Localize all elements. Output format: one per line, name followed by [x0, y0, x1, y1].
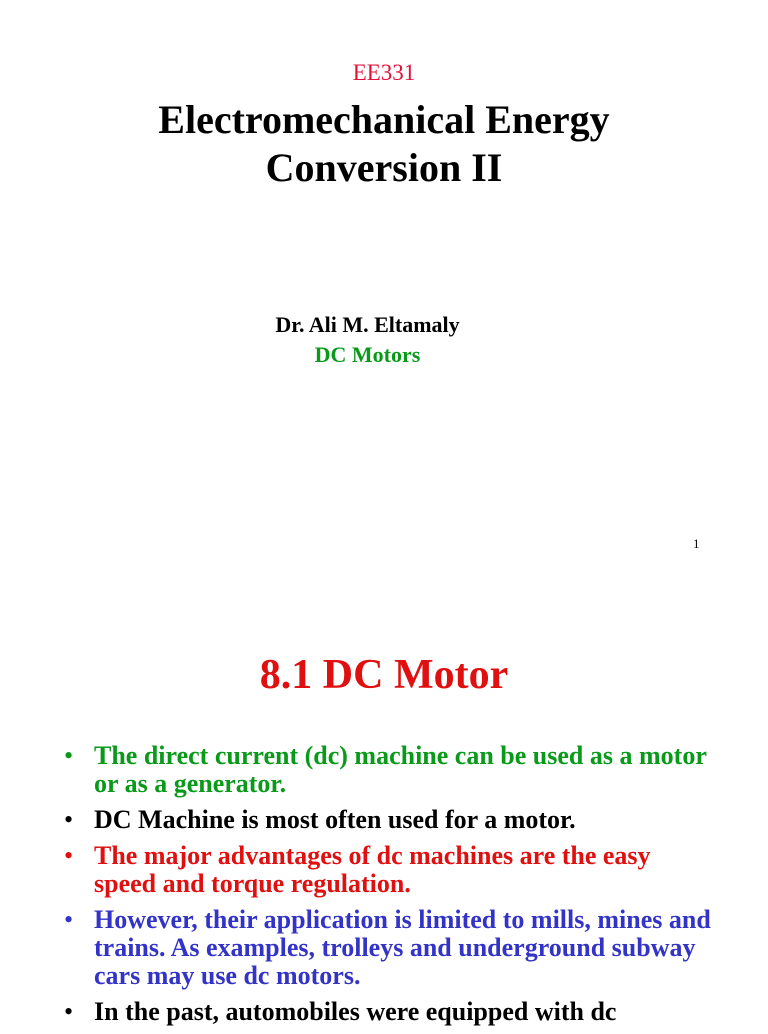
bullet-item	[64, 742, 714, 798]
bullet-item	[64, 998, 714, 1026]
title-line-2: Conversion II	[265, 145, 503, 190]
bullet-icon: •	[64, 905, 74, 934]
course-code: EE331	[352, 60, 416, 85]
author-name: Dr. Ali M. Eltamaly	[275, 312, 460, 337]
bullet-list	[64, 742, 714, 1034]
page-number: 1	[693, 536, 700, 551]
bullet-item	[64, 842, 714, 898]
bullet-icon: •	[64, 997, 74, 1026]
bullet-item	[64, 906, 714, 990]
bullet-text: In the past, automobiles were equipped with dc	[94, 997, 617, 1026]
bullet-text: DC Machine is most often used for a motor.	[94, 805, 576, 834]
bullet-icon: •	[64, 741, 74, 770]
slide-title	[0, 96, 768, 192]
bullet-icon: •	[64, 805, 74, 834]
topic-label: DC Motors	[314, 342, 421, 367]
bullet-text: However, their application is limited to mills, mines and trains. As examples, trolleys and underground subway cars may use dc motors.	[94, 905, 711, 990]
bullet-item	[64, 806, 714, 834]
bullet-text: The direct current (dc) machine can be used as a motor or as a generator.	[94, 741, 707, 798]
section-heading: 8.1 DC Motor	[259, 652, 509, 698]
bullet-icon: •	[64, 841, 74, 870]
title-line-1: Electromechanical Energy	[158, 97, 610, 142]
bullet-text: The major advantages of dc machines are the easy speed and torque regulation.	[94, 841, 651, 898]
